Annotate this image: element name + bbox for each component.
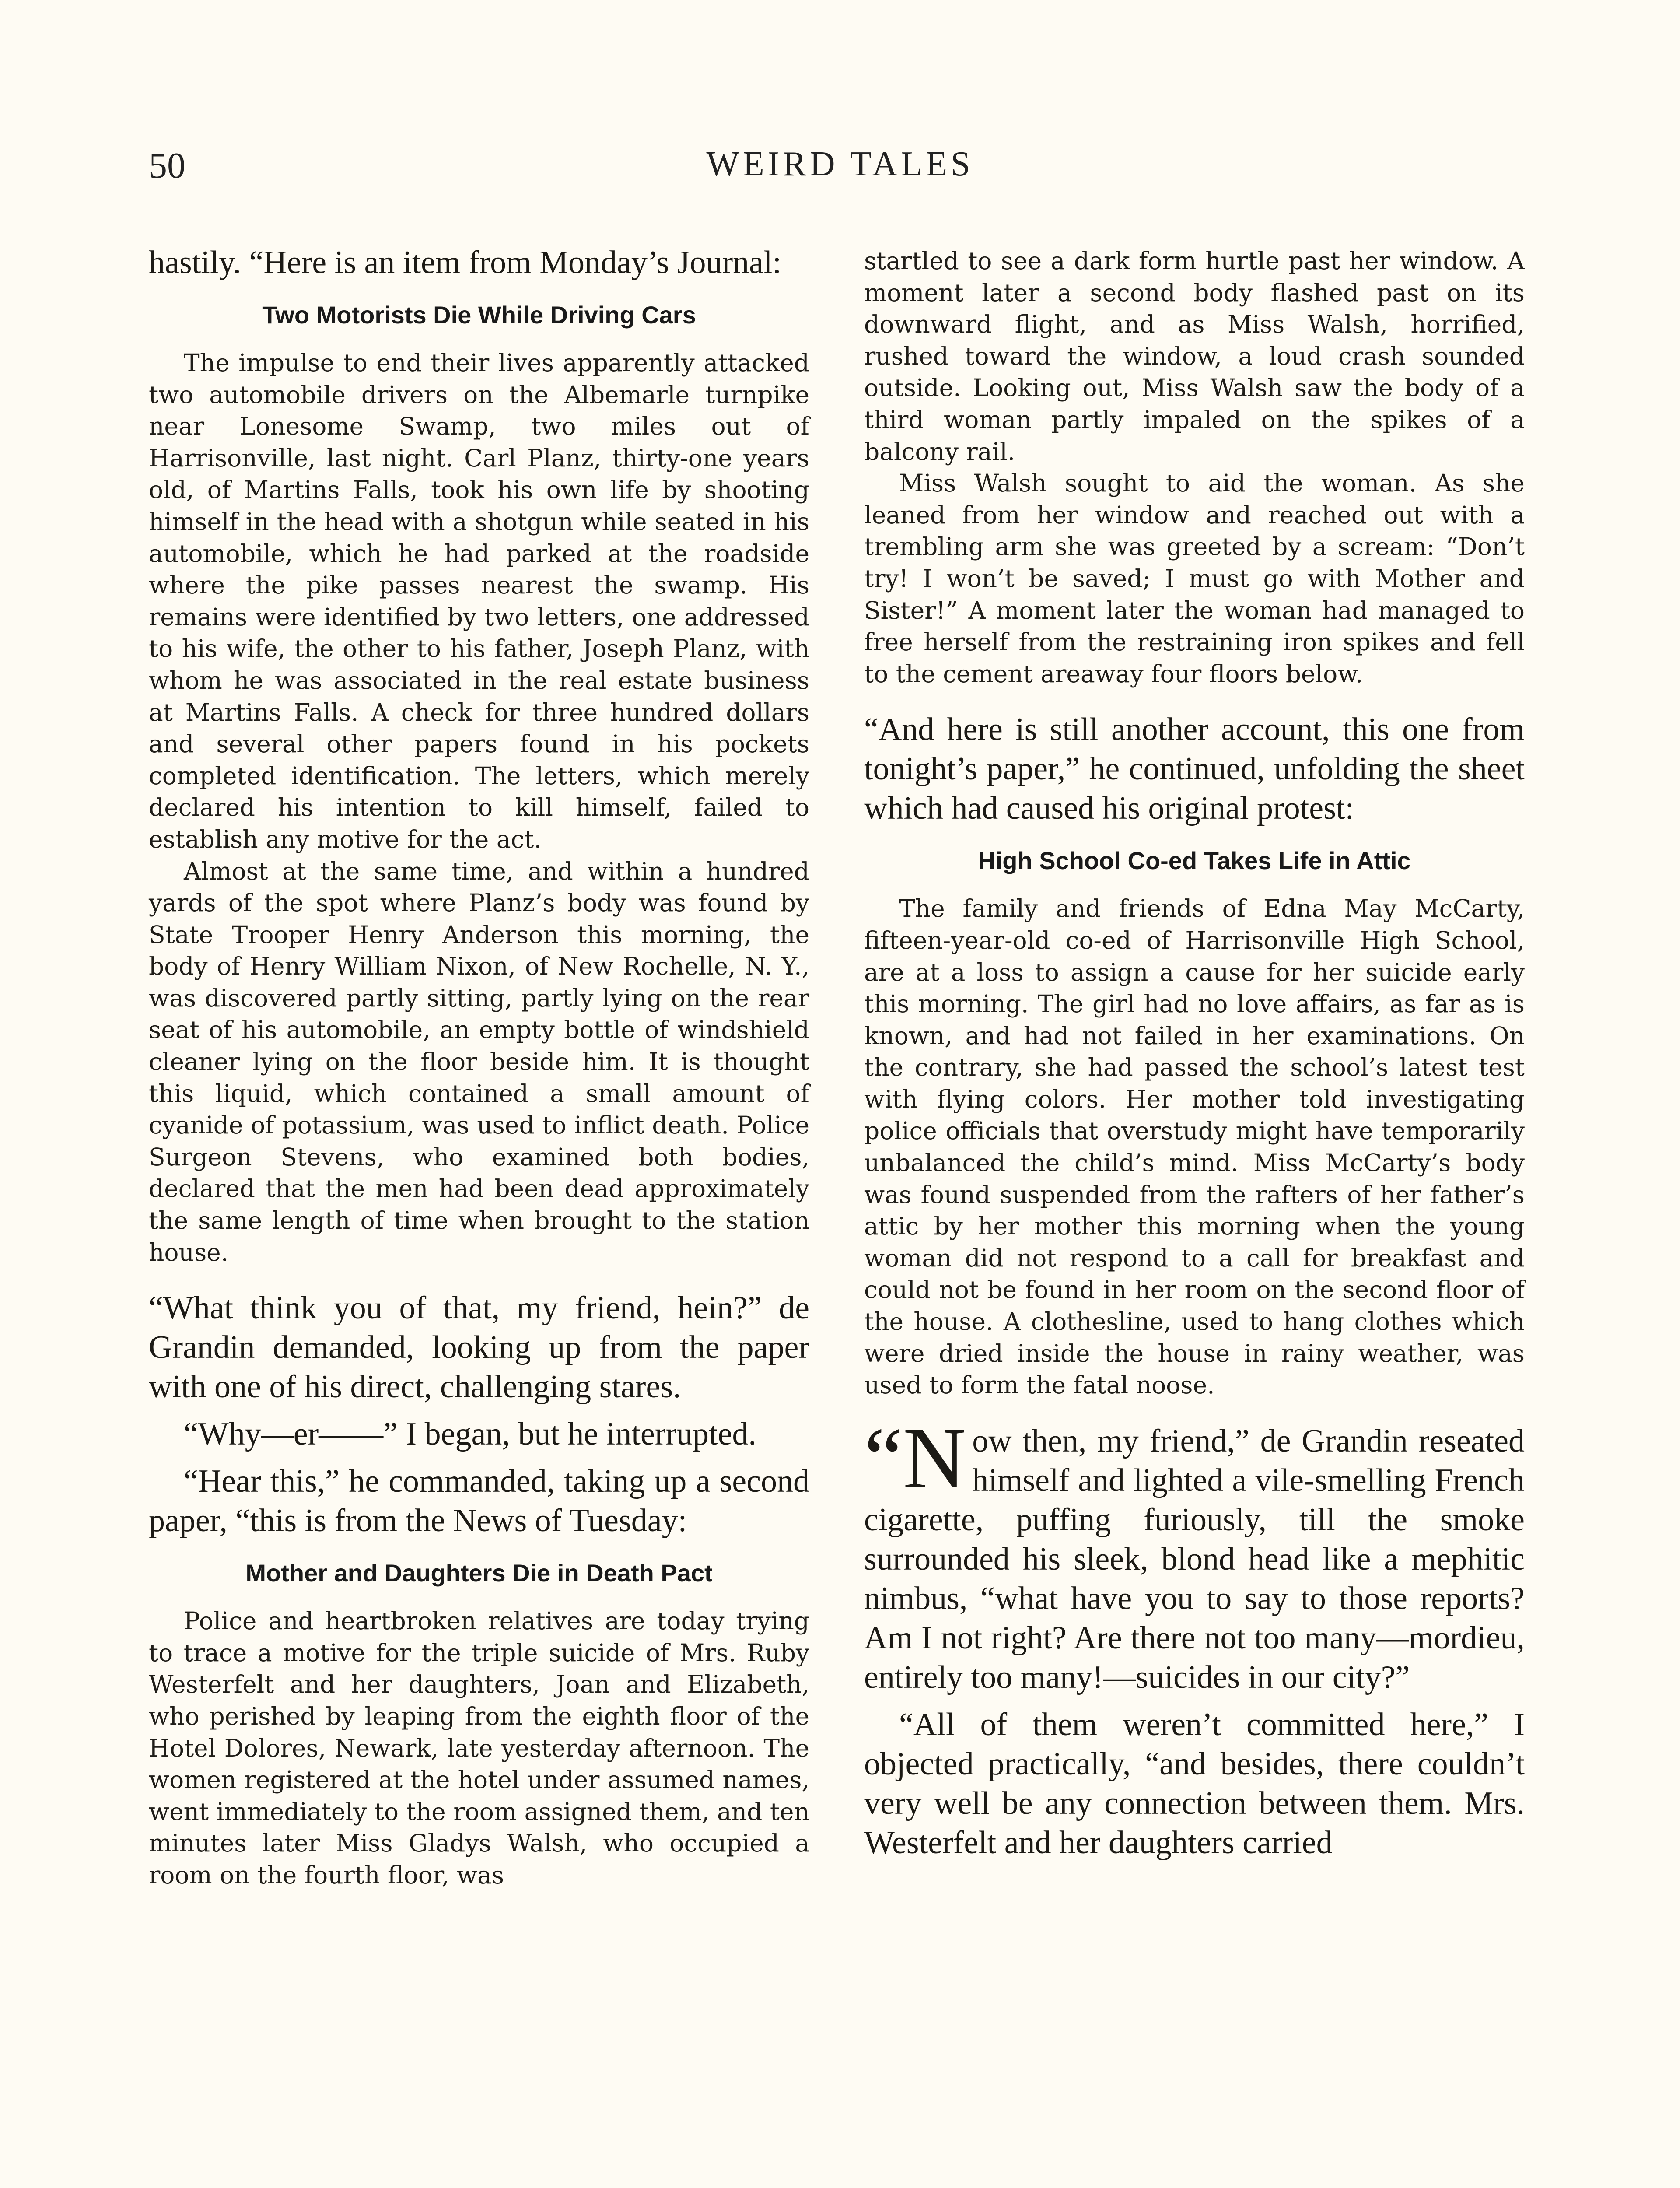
page-number: 50 [149,145,186,186]
running-title: WEIRD TALES [706,145,974,183]
article-1-paragraph-1: The impulse to end their lives apparently attacked two automobile drivers on the Albemarle turnpike near Lonesome Swamp, two miles out of Harrisonville, last night. Carl Planz, thirty-one years old, of Martins Falls, took his own life by shooting himself in the head with a shotgun while seated in his automobile, which he had parked at the roadside where the pike passes nearest the swamp. His remains were identified by two letters, one addressed to his wife, the other to his father, Joseph Planz, with whom he was associated in the real estate business at Martins Falls. A check for three hundred dollars and several other papers found in his pockets completed identification. The letters, which merely declared his intention to kill himself, failed to establish any motive for the act. [149,349,809,853]
narrative-paragraph-4: “And here is still another account, this one from tonight’s paper,” he continued, unfolding the sheet which had caused his original protest: [864,712,1525,827]
narrative-paragraph-3: “Hear this,” he commanded, taking up a second paper, “this is from the News of Tuesday: [149,1463,809,1539]
intro-paragraph: hastily. “Here is an item from Monday’s Journal: [149,245,782,281]
narrative-paragraph-5 [864,1410,1525,1697]
article-2-paragraph-2: Miss Walsh sought to aid the woman. As she leaned from her window and reached out with a trembling arm she was greeted by a scream: “Don’t try! I won’t be saved; I must go with Mother and Sister!” A moment later the woman had managed to free herself from the restraining iron spikes and fell to the cement areaway four floors below. [864,469,1525,688]
article-2-continuation: startled to see a dark form hurtle past her window. A moment later a second body flashed past on its downward flight, and as Miss Walsh, horrified, rushed toward the window, a loud crash sounded outside. Looking out, Miss Walsh saw the body of a third woman partly impaled on the spikes of a balcony rail. [864,247,1525,466]
headline-mother-daughters: Mother and Daughters Die in Death Pact [245,1559,713,1587]
page-header [149,144,1531,197]
narrative-paragraph-1: “What think you of that, my friend, hein?” de Grandin demanded, looking up from the paper with one of his direct, challenging stares. [149,1290,809,1405]
headline-two-motorists: Two Motorists Die While Driving Cars [262,301,696,329]
narrative-paragraph-5-text: ow then, my friend,” de Grandin reseated himself and lighted a vile-smelling French cigarette, puffing furiously, till the smoke surrounded his sleek, blond head like a mephitic nimbus, “what have you to say to those reports? Am I not right? Are there not too many—mordieu, entirely too many!—suicides in our city?” [864,1423,1525,1695]
article-1-paragraph-2: Almost at the same time, and within a hundred yards of the spot where Planz’s body was found by State Trooper Henry Anderson this morning, the body of Henry William Nixon, of New Rochelle, N. Y., was discovered partly sitting, partly lying on the rear seat of his automobile, an empty bottle of windshield cleaner lying on the floor beside him. It is thought this liquid, which contained a small amount of cyanide of potassium, was used to inflict death. Police Surgeon Stevens, who examined both bodies, declared that the men had been dead approximately the same length of time when brought to the station house. [149,857,809,1266]
right-column [864,245,1525,1870]
article-2-paragraph-1: Police and heartbroken relatives are today trying to trace a motive for the triple suicide of Mrs. Ruby Westerfelt and her daughters, Joan and Elizabeth, who perished by leaping from the eighth floor of the Hotel Dolores, Newark, late yesterday afternoon. The women registered at the hotel under assumed names, went immediately to the room assigned them, and ten minutes later Miss Gladys Walsh, who occupied a room on the fourth floor, was [149,1607,809,1889]
drop-cap: “N [864,1410,966,1507]
narrative-paragraph-2: “Why—er——” I began, but he interrupted. [184,1416,756,1452]
left-column [149,243,809,1891]
article-3-paragraph-1: The family and friends of Edna May McCarty, fifteen-year-old co-ed of Harrisonville High School, are at a loss to assign a cause for her suicide early this morning. The girl had no love affairs, as far as is known, and had not failed in her examinations. On the contrary, she had passed the school’s latest test with flying colors. Her mother told investigating police officials that overstudy might have temporarily unbalanced the child’s mind. Miss McCarty’s body was found suspended from the rafters of her father’s attic by her mother this morning when the young woman did not respond to a call for breakfast and could not be found in her room on the second floor of the house. A clothesline, used to hang clothes which were dried inside the house in rainy weather, was used to form the fatal noose. [864,894,1525,1399]
headline-high-school-coed: High School Co-ed Takes Life in Attic [978,847,1411,875]
narrative-paragraph-6: “All of them weren’t committed here,” I objected practically, “and besides, there couldn’t very well be any connection between them. Mrs. Westerfelt and her daughters carried [864,1706,1525,1861]
